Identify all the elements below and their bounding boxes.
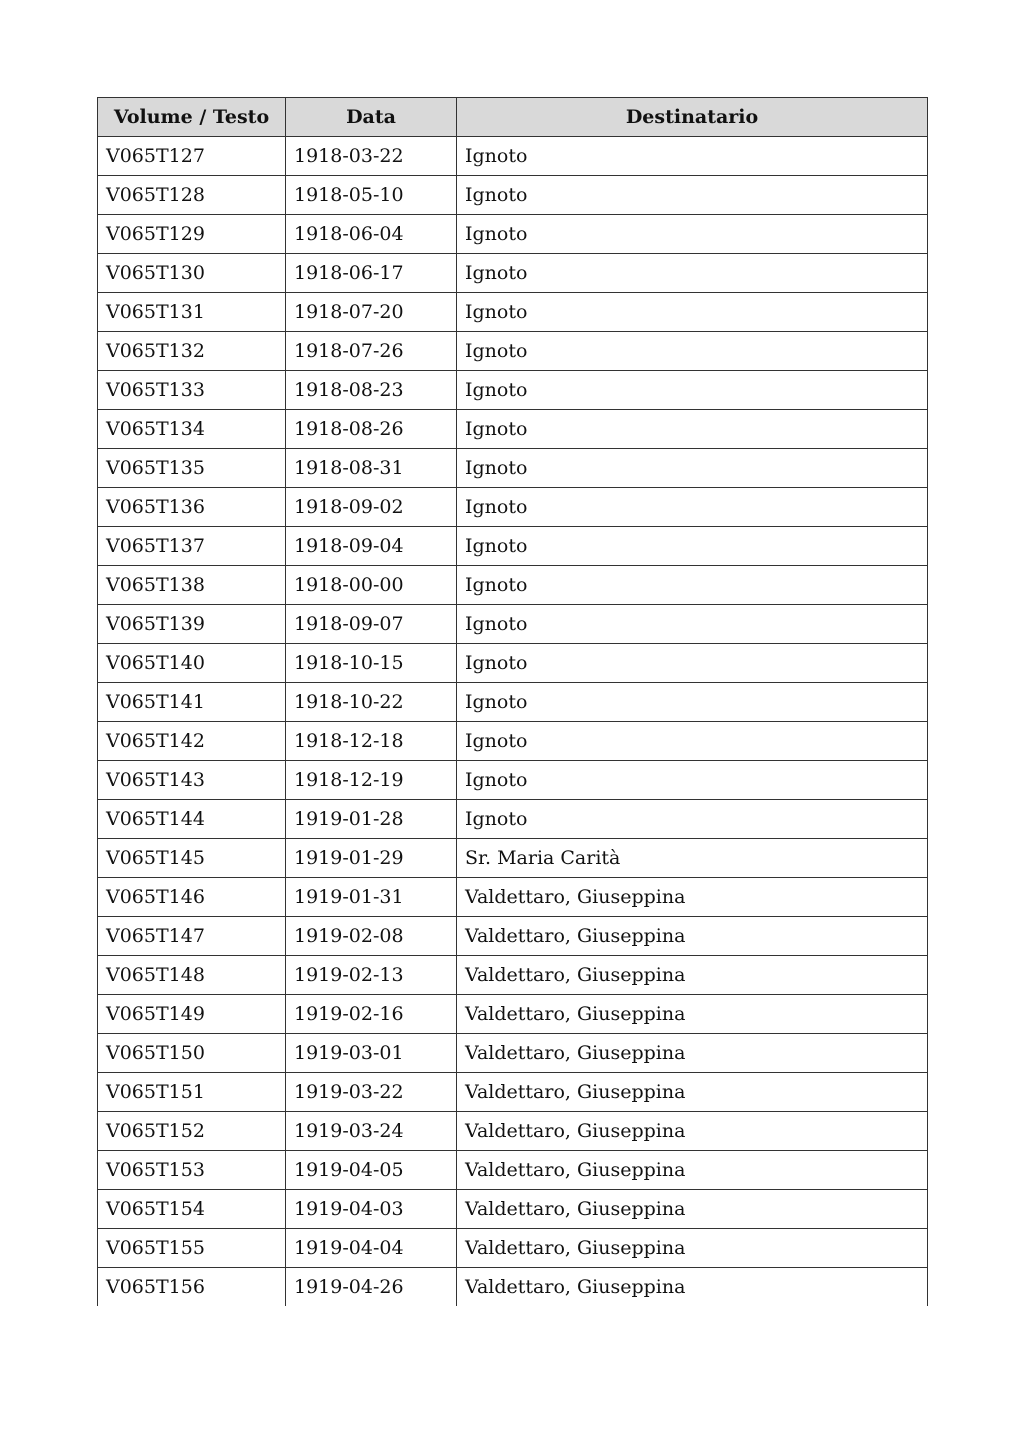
cell-data: 1918-07-26: [286, 332, 457, 371]
cell-volume-testo: V065T142: [98, 722, 286, 761]
table-row: [98, 215, 928, 254]
cell-data: 1919-04-03: [286, 1190, 457, 1229]
table-row: [98, 878, 928, 917]
cell-data: 1918-12-18: [286, 722, 457, 761]
cell-volume-testo: V065T136: [98, 488, 286, 527]
cell-destinatario: Ignoto: [457, 293, 928, 332]
cell-data: 1918-05-10: [286, 176, 457, 215]
cell-data: 1919-02-08: [286, 917, 457, 956]
cell-destinatario: Ignoto: [457, 722, 928, 761]
cell-destinatario: Valdettaro, Giuseppina: [457, 917, 928, 956]
cell-destinatario: Valdettaro, Giuseppina: [457, 1112, 928, 1151]
cell-data: 1918-06-17: [286, 254, 457, 293]
cell-volume-testo: V065T152: [98, 1112, 286, 1151]
table-row: [98, 1073, 928, 1112]
cell-volume-testo: V065T137: [98, 527, 286, 566]
table-row: [98, 956, 928, 995]
cell-destinatario: Ignoto: [457, 761, 928, 800]
cell-data: 1918-09-02: [286, 488, 457, 527]
cell-data: 1919-02-16: [286, 995, 457, 1034]
table-row: [98, 1229, 928, 1268]
cell-data: 1919-04-26: [286, 1268, 457, 1307]
cell-destinatario: Ignoto: [457, 176, 928, 215]
cell-volume-testo: V065T153: [98, 1151, 286, 1190]
cell-volume-testo: V065T135: [98, 449, 286, 488]
cell-destinatario: Valdettaro, Giuseppina: [457, 1190, 928, 1229]
cell-data: 1919-04-04: [286, 1229, 457, 1268]
letters-table: [97, 97, 928, 1306]
cell-data: 1919-02-13: [286, 956, 457, 995]
cell-destinatario: Ignoto: [457, 332, 928, 371]
table-row: [98, 995, 928, 1034]
cell-volume-testo: V065T134: [98, 410, 286, 449]
cell-destinatario: Valdettaro, Giuseppina: [457, 956, 928, 995]
table-row: [98, 644, 928, 683]
table-row: [98, 371, 928, 410]
cell-volume-testo: V065T130: [98, 254, 286, 293]
cell-volume-testo: V065T143: [98, 761, 286, 800]
cell-volume-testo: V065T147: [98, 917, 286, 956]
cell-volume-testo: V065T154: [98, 1190, 286, 1229]
cell-destinatario: Valdettaro, Giuseppina: [457, 1151, 928, 1190]
table-row: [98, 449, 928, 488]
cell-volume-testo: V065T156: [98, 1268, 286, 1307]
cell-volume-testo: V065T146: [98, 878, 286, 917]
cell-destinatario: Ignoto: [457, 605, 928, 644]
table-row: [98, 176, 928, 215]
cell-volume-testo: V065T132: [98, 332, 286, 371]
cell-volume-testo: V065T133: [98, 371, 286, 410]
cell-volume-testo: V065T131: [98, 293, 286, 332]
table-row: [98, 566, 928, 605]
table-row: [98, 722, 928, 761]
cell-data: 1919-03-24: [286, 1112, 457, 1151]
cell-destinatario: Ignoto: [457, 566, 928, 605]
cell-volume-testo: V065T138: [98, 566, 286, 605]
table-body: [98, 137, 928, 1307]
cell-destinatario: Ignoto: [457, 137, 928, 176]
table-row: [98, 1268, 928, 1307]
cell-volume-testo: V065T145: [98, 839, 286, 878]
table-row: [98, 683, 928, 722]
cell-destinatario: Ignoto: [457, 800, 928, 839]
cell-volume-testo: V065T141: [98, 683, 286, 722]
header-data: Data: [286, 98, 457, 137]
cell-data: 1918-08-26: [286, 410, 457, 449]
cell-destinatario: Ignoto: [457, 410, 928, 449]
table-row: [98, 527, 928, 566]
cell-destinatario: Ignoto: [457, 215, 928, 254]
table-row: [98, 1112, 928, 1151]
cell-volume-testo: V065T129: [98, 215, 286, 254]
table-row: [98, 800, 928, 839]
table-row: [98, 254, 928, 293]
cell-destinatario: Valdettaro, Giuseppina: [457, 1034, 928, 1073]
cell-volume-testo: V065T127: [98, 137, 286, 176]
cell-destinatario: Ignoto: [457, 254, 928, 293]
cell-data: 1918-09-04: [286, 527, 457, 566]
cell-data: 1918-08-23: [286, 371, 457, 410]
cell-data: 1918-03-22: [286, 137, 457, 176]
cell-destinatario: Valdettaro, Giuseppina: [457, 995, 928, 1034]
table-row: [98, 488, 928, 527]
cell-destinatario: Valdettaro, Giuseppina: [457, 1268, 928, 1307]
cell-data: 1919-01-28: [286, 800, 457, 839]
cell-destinatario: Ignoto: [457, 449, 928, 488]
cell-volume-testo: V065T128: [98, 176, 286, 215]
table-row: [98, 410, 928, 449]
cell-destinatario: Ignoto: [457, 644, 928, 683]
header-row: [98, 98, 928, 137]
table-header: [98, 98, 928, 137]
cell-data: 1918-08-31: [286, 449, 457, 488]
cell-data: 1919-01-29: [286, 839, 457, 878]
cell-volume-testo: V065T149: [98, 995, 286, 1034]
cell-volume-testo: V065T148: [98, 956, 286, 995]
cell-volume-testo: V065T151: [98, 1073, 286, 1112]
table-row: [98, 1034, 928, 1073]
cell-destinatario: Ignoto: [457, 527, 928, 566]
cell-destinatario: Valdettaro, Giuseppina: [457, 878, 928, 917]
cell-destinatario: Ignoto: [457, 488, 928, 527]
table-row: [98, 917, 928, 956]
cell-destinatario: Ignoto: [457, 683, 928, 722]
header-destinatario: Destinatario: [457, 98, 928, 137]
table-row: [98, 332, 928, 371]
cell-data: 1918-00-00: [286, 566, 457, 605]
cell-destinatario: Valdettaro, Giuseppina: [457, 1229, 928, 1268]
table-row: [98, 293, 928, 332]
cell-data: 1919-01-31: [286, 878, 457, 917]
table-row: [98, 605, 928, 644]
table-row: [98, 137, 928, 176]
cell-volume-testo: V065T139: [98, 605, 286, 644]
cell-data: 1919-04-05: [286, 1151, 457, 1190]
cell-volume-testo: V065T150: [98, 1034, 286, 1073]
cell-destinatario: Valdettaro, Giuseppina: [457, 1073, 928, 1112]
header-volume-testo: Volume / Testo: [98, 98, 286, 137]
table-row: [98, 761, 928, 800]
cell-data: 1918-12-19: [286, 761, 457, 800]
cell-data: 1918-06-04: [286, 215, 457, 254]
cell-volume-testo: V065T140: [98, 644, 286, 683]
cell-data: 1918-10-15: [286, 644, 457, 683]
cell-destinatario: Ignoto: [457, 371, 928, 410]
cell-data: 1919-03-22: [286, 1073, 457, 1112]
cell-data: 1918-07-20: [286, 293, 457, 332]
table-row: [98, 1151, 928, 1190]
table-row: [98, 839, 928, 878]
table-row: [98, 1190, 928, 1229]
cell-destinatario: Sr. Maria Carità: [457, 839, 928, 878]
cell-data: 1918-09-07: [286, 605, 457, 644]
cell-data: 1918-10-22: [286, 683, 457, 722]
cell-volume-testo: V065T144: [98, 800, 286, 839]
cell-volume-testo: V065T155: [98, 1229, 286, 1268]
cell-data: 1919-03-01: [286, 1034, 457, 1073]
